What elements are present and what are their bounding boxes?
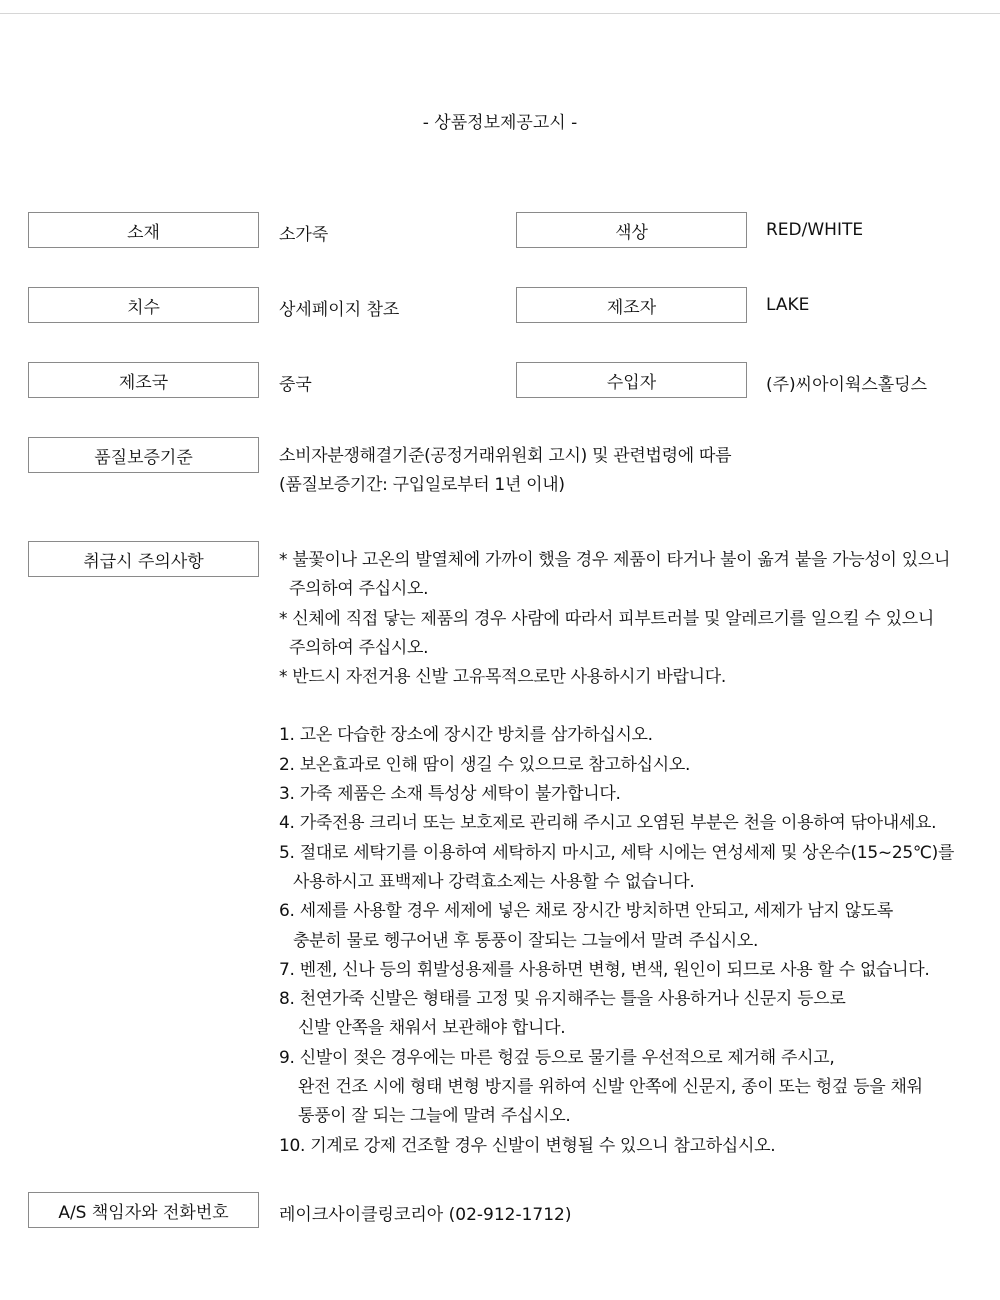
warning-line: * 신체에 직접 닿는 제품의 경우 사람에 따라서 피부트러블 및 알레르기를 일으킬 수 있으니 — [279, 608, 934, 629]
importer-value: (주)씨아이웍스홀딩스 — [766, 375, 928, 395]
warning-line: 주의하여 주십시오. — [289, 579, 429, 600]
care-item: 1. 고온 다습한 장소에 장시간 방치를 삼가하십시오. — [279, 725, 653, 746]
spacer — [279, 692, 954, 721]
precautions-text — [279, 546, 954, 1161]
warning-line: * 반드시 자전거용 신발 고유목적으로만 사용하시기 바랍니다. — [279, 667, 726, 688]
care-item: 통풍이 잘 되는 그늘에 말려 주십시오. — [298, 1106, 571, 1127]
country-value: 중국 — [279, 375, 312, 395]
care-item: 5. 절대로 세탁기를 이용하여 세탁하지 마시고, 세탁 시에는 연성세제 및 상온수(15~25℃)를 — [279, 842, 955, 863]
care-item: 8. 천연가죽 신발은 형태를 고정 및 유지해주는 틀을 사용하거나 신문지 등으로 — [279, 989, 846, 1010]
material-label: 소재 — [28, 212, 259, 248]
care-item: 4. 가죽전용 크리너 또는 보호제로 관리해 주시고 오염된 부분은 천을 이용하여 닦아내세요. — [279, 813, 937, 834]
country-label: 제조국 — [28, 362, 259, 398]
care-item: 신발 안쪽을 채워서 보관해야 합니다. — [298, 1018, 566, 1039]
color-value: RED/WHITE — [766, 220, 864, 240]
care-item: 2. 보온효과로 인해 땀이 생길 수 있으므로 참고하십시오. — [279, 754, 691, 775]
quality-line: 소비자분쟁해결기준(공정거래위원회 고시) 및 관련법령에 따름 — [279, 446, 732, 466]
care-item: 7. 벤젠, 신나 등의 휘발성용제를 사용하면 변형, 변색, 원인이 되므로 사용 할 수 없습니다. — [279, 959, 930, 980]
care-item: 10. 기계로 강제 건조할 경우 신발이 변형될 수 있으니 참고하십시오. — [279, 1135, 776, 1156]
care-item: 사용하시고 표백제나 강력효소제는 사용할 수 없습니다. — [293, 871, 695, 892]
as-contact-value: 레이크사이클링코리아 (02-912-1712) — [279, 1205, 572, 1225]
size-value: 상세페이지 참조 — [279, 300, 400, 320]
material-value: 소가죽 — [279, 225, 329, 245]
quality-line: (품질보증기간: 구입일로부터 1년 이내) — [279, 475, 565, 496]
page-title: - 상품정보제공고시 - — [422, 113, 578, 133]
care-item: 6. 세제를 사용할 경우 세제에 넣은 채로 장시간 방치하면 안되고, 세제가 남지 않도록 — [279, 901, 893, 922]
color-label: 색상 — [516, 212, 747, 248]
manufacturer-value: LAKE — [766, 295, 810, 315]
as-contact-label: A/S 책임자와 전화번호 — [28, 1192, 259, 1228]
importer-label: 수입자 — [516, 362, 747, 398]
care-item: 3. 가죽 제품은 소재 특성상 세탁이 불가합니다. — [279, 784, 621, 805]
quality-label: 품질보증기준 — [28, 437, 259, 473]
top-divider — [0, 13, 1000, 14]
size-label: 치수 — [28, 287, 259, 323]
care-item: 9. 신발이 젖은 경우에는 마른 헝겊 등으로 물기를 우선적으로 제거해 주시고, — [279, 1047, 835, 1068]
warning-line: * 불꽃이나 고온의 발열체에 가까이 했을 경우 제품이 타거나 불이 옮겨 붙을 가능성이 있으니 — [279, 550, 951, 570]
warning-line: 주의하여 주십시오. — [289, 637, 429, 658]
manufacturer-label: 제조자 — [516, 287, 747, 323]
precautions-label: 취급시 주의사항 — [28, 541, 259, 577]
quality-text — [279, 442, 731, 501]
care-item: 완전 건조 시에 형태 변형 방지를 위하여 신발 안쪽에 신문지, 종이 또는 헝겊 등을 채워 — [298, 1077, 923, 1098]
care-item: 충분히 물로 헹구어낸 후 통풍이 잘되는 그늘에서 말려 주십시오. — [293, 930, 759, 951]
